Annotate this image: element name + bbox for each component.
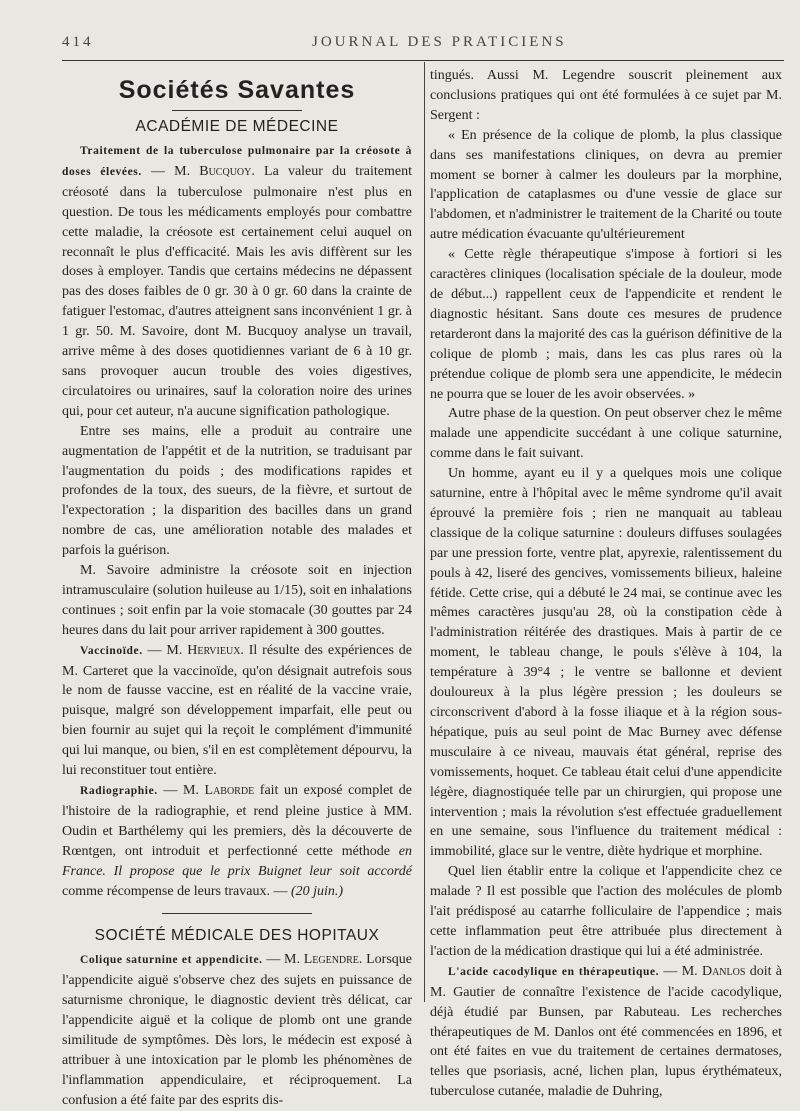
paragraph: tingués. Aussi M. Legendre souscrit pleinement aux conclusions pratiques qui ont été formulées à ce sujet par M. Sergent :: [430, 68, 782, 123]
article-body: fait un exposé complet de l'histoire de la radiographie, et rend pleine justice à MM. Oudin et Barthélemy qui les premiers, dès la découverte de Rœntgen, ont introduit et perfectionné cette méthode: [62, 783, 412, 859]
article-body: . Il résulte des expériences de M. Carteret que la vaccinoïde, qu'on désignait autrefois sous le nom de fausse vaccine, est en réalité de la vaccine vraie, puisque, malgré son développement imparfait, elle peut ou bien fournir au sujet qui la reçoit le complément d'immunité qui lui manque, ou bien, s'il en est complètement dépourvu, la lui reconstituer tout entière.: [62, 642, 412, 779]
article-date: (20 juin.): [290, 883, 344, 899]
hopitaux-heading: SOCIÉTÉ MÉDICALE DES HOPITAUX: [94, 927, 380, 945]
article-body: . Lorsque l'appendicite aiguë s'observe chez des sujets en puissance de saturnisme chronique, le diagnostic devient très délicat, car l'appendicite aiguë et la colique de plomb ont une grande similitude de symptômes. Dès lors, le médecin est exposé à attribuer à une intoxication par le plomb les phénomènes de l'inflammation appendiculaire, et réciproquement. La confusion a été faite par des esprits dis-: [62, 952, 412, 1108]
title-rule: [172, 110, 302, 111]
article-author: Legendre: [303, 952, 359, 968]
article-rubric: Traitement de la tuberculose pulmonaire par la créosote à doses élevées.: [62, 145, 412, 178]
header-rule: [62, 60, 784, 61]
journal-title: JOURNAL DES PRATICIENS: [312, 34, 567, 50]
article-creosote: Traitement de la tuberculose pulmonaire par la créosote à doses élevées. — M. Bucquoy. La valeur du traitement créosoté dans la tuberculose pulmonaire n'est plus en question. De tous les médicaments employés pour combattre cette maladie, la créosote est certainement celui auquel on reconnaît le plus d'efficacité. Mais les avis diffèrent sur les doses à employer. Tandis que certains médecins ne dépassent pas des doses faibles de 0 gr. 30 à 0 gr. 60 dans la crainte de fatiguer l'estomac, d'autres atteignent sans inconvénient 1 gr. à 1 gr. 50. M. Savoire, dont M. Bucquoy analyse un travail, arrive même à des doses quotidiennes variant de 6 à 10 gr. sans provoquer aucun trouble des voies digestives, circulatoires ou urinaires, sauf la coloration noire des urines qui, pour cet auteur, n'a aucune signification pathologique.: [62, 145, 412, 419]
academy-heading: ACADÉMIE DE MÉDECINE: [135, 118, 339, 135]
article-cacodylique: L'acide cacodylique en thérapeutique. — M. Danlos doit à M. Gautier de connaître l'existence de l'acide cacodylique, déjà étudié par Bunsen, par Rabuteau. Les recherches thérapeutiques de M. Danlos ont été commencées en 1896, et ont été faites en vue du traitement de certaines dermatoses, telles que psoriasis, acné, lichen plan, lupus érythémateux, tuberculose cutanée, maladie de Duhring,: [430, 963, 782, 1100]
section-separator: [162, 913, 312, 914]
article-radiographie: Radiographie. — M. Laborde fait un exposé complet de l'histoire de la radiographie, et rend pleine justice à MM. Oudin et Barthélemy qui les premiers, dès la découverte de Rœntgen, ont introduit et perfectionné cette méthode en France. Il propose que le prix Buignet leur soit accordé comme récompense de leurs travaux. — (20 juin.): [62, 783, 412, 899]
column-divider: [424, 62, 425, 1002]
article-author: Bucquoy: [199, 163, 252, 179]
article-rubric: Colique saturnine et appendicite.: [80, 954, 263, 967]
section-main-title: Sociétés Savantes: [118, 76, 356, 104]
article-author: Hervieux: [187, 642, 241, 658]
paragraph: Quel lien établir entre la colique et l'appendicite chez ce malade ? Il est possible que l'action des molécules de plomb l'ait prédisposé au catarrhe folliculaire de l'appendice ; mais cette inflammation peut être attribuée plus directement à l'action de la médication drastique qui lui a été administrée.: [430, 864, 782, 959]
right-column: [430, 66, 782, 1102]
article-rubric: L'acide cacodylique en thérapeutique.: [448, 965, 660, 978]
article-body: . La valeur du traitement créosoté dans la tuberculose pulmonaire n'est plus en question. De tous les médicaments employés pour combattre cette maladie, la créosote est certainement celui auquel on reconnaît le plus d'efficacité. Mais les avis diffèrent sur les doses à employer. Tandis que certains médecins ne dépassent pas des doses faibles de 0 gr. 30 à 0 gr. 60 dans la crainte de fatiguer l'estomac, d'autres atteignent sans inconvénient 1 gr. à 1 gr. 50. M. Savoire, dont M. Bucquoy analyse un travail, arrive même à des doses quotidiennes variant de 6 à 10 gr. sans provoquer aucun trouble des voies digestives, circulatoires ou urinaires, sauf la coloration noire des urines qui, pour cet auteur, n'a aucune signification pathologique.: [62, 163, 412, 419]
article-colique: Colique saturnine et appendicite. — M. Legendre. Lorsque l'appendicite aiguë s'observe chez des sujets en puissance de saturnisme chronique, le diagnostic devient très délicat, car l'appendicite aiguë et la colique de plomb ont une grande similitude de symptômes. Dès lors, le médecin est exposé à attribuer à une intoxication par le plomb les phénomènes de l'inflammation appendiculaire, et réciproquement. La confusion a été faite par des esprits dis-: [62, 952, 412, 1108]
article-rubric: Radiographie.: [80, 785, 158, 797]
paragraph: Entre ses mains, elle a produit au contraire une augmentation de l'appétit et de la nutrition, se traduisant par l'augmentation du poids ; des modifications rapides et profondes de la toux, des sueurs, de la fièvre, et surtout de l'expectoration ; la disparition des bacilles dans un grand nombre de cas, une amélioration notable des malades et parfois la guérison.: [62, 423, 412, 559]
article-body: doit à M. Gautier de connaître l'existence de l'acide cacodylique, déjà étudié par Bunsen, par Rabuteau. Les recherches thérapeutiques de M. Danlos ont été commencées en 1896, et ont été faites en vue du traitement de certaines dermatoses, telles que psoriasis, acné, lichen plan, lupus érythémateux, tuberculose cutanée, maladie de Duhring,: [430, 963, 782, 1100]
article-author: Laborde: [204, 783, 255, 798]
page-header: [62, 30, 778, 54]
quote-paragraph: « Cette règle thérapeutique s'impose à fortiori si les caractères cliniques (localisation spéciale de la douleur, mode de début...) rappellent ceux de l'appendicite et rendent le diagnostic hésitant. Sans doute ces mesures de prudence retarderont dans la majorité des cas la guérison définitive de la colique de plomb ; mais, dans les cas plus rares où la prétendue colique de plomb sera une appendicite, le médecin ne pourra que se louer de les avoir observées. »: [430, 247, 782, 402]
article-vaccinoide: Vaccinoïde. — M. Hervieux. Il résulte des expériences de M. Carteret que la vaccinoïde, qu'on désignait autrefois sous le nom de fausse vaccine, est en réalité de la vaccine vraie, puisque, malgré son développement imparfait, elle peut ou bien fournir au sujet qui la reçoit le complément d'immunité qui lui manque, ou bien, s'il en est complètement dépourvu, la lui reconstituer tout entière.: [62, 642, 412, 779]
page-number: 414: [62, 34, 94, 50]
article-italic: en France. Il propose que le prix Buignet leur soit accordé: [62, 843, 412, 879]
paragraph: M. Savoire administre la créosote soit en injection intramusculaire (solution huileuse au 1/15), soit en inhalations continues ; soit enfin par la voie stomacale (30 gouttes par 24 heures dans du lait pour arriver rapidement à 300 gouttes.: [62, 563, 412, 638]
article-rubric: Vaccinoïde.: [80, 644, 143, 657]
paragraph: Autre phase de la question. On peut observer chez le même malade une appendicite succédant à une colique saturnine, comme dans le fait suivant.: [430, 406, 782, 462]
quote-paragraph: « En présence de la colique de plomb, la plus classique dans ses manifestations cliniques, on devra au premier moment se borner à calmer les douleurs par la morphine, l'application de cataplasmes ou d'une vessie de glace sur l'abdomen, et n'administrer le traitement de la Charité ou toute autre médication évacuante qu'ultérieurement: [430, 127, 782, 243]
article-author: Danlos: [701, 963, 746, 979]
case-report: Un homme, ayant eu il y a quelques mois une colique saturnine, entre à l'hôpital avec le même syndrome qu'il avait éprouvé la première fois ; rien ne manquait au tableau classique de la colique saturnine : douleurs diffuses soulagées par une pression forte, ventre plat, apyrexie, ralentissement du pouls à 42, liseré des gencives, vomissements bilieux, haleine fétide. Cette crise, qui a débuté le 24 mai, se continue avec les mêmes caractères jusqu'au 28, où la constipation cède à l'administration réitérée des drastiques. Mais à partir de ce moment, le tableau change, le pouls s'élève à 104, la température à 39°4 ; le ventre se ballonne et devient douloureux à la plus légère pression ; les douleurs se circonscrivent d'abord à la fosse iliaque et à la région sous-hépatique, puis au seul point de Mac Burney avec défense musculaire à ce niveau, mauvais état général, reprise des vomissements, hoquet. Ce tableau était celui d'une appendicite légère, diagnostiquée telle par un chirurgien, qui propose une intervention ; mais la révolution s'est effectuée graduellement en une semaine, sous l'influence du traitement médical : immobilité, glace sur le ventre, diète hydrique et morphine.: [430, 466, 782, 860]
left-column: [62, 66, 412, 1111]
